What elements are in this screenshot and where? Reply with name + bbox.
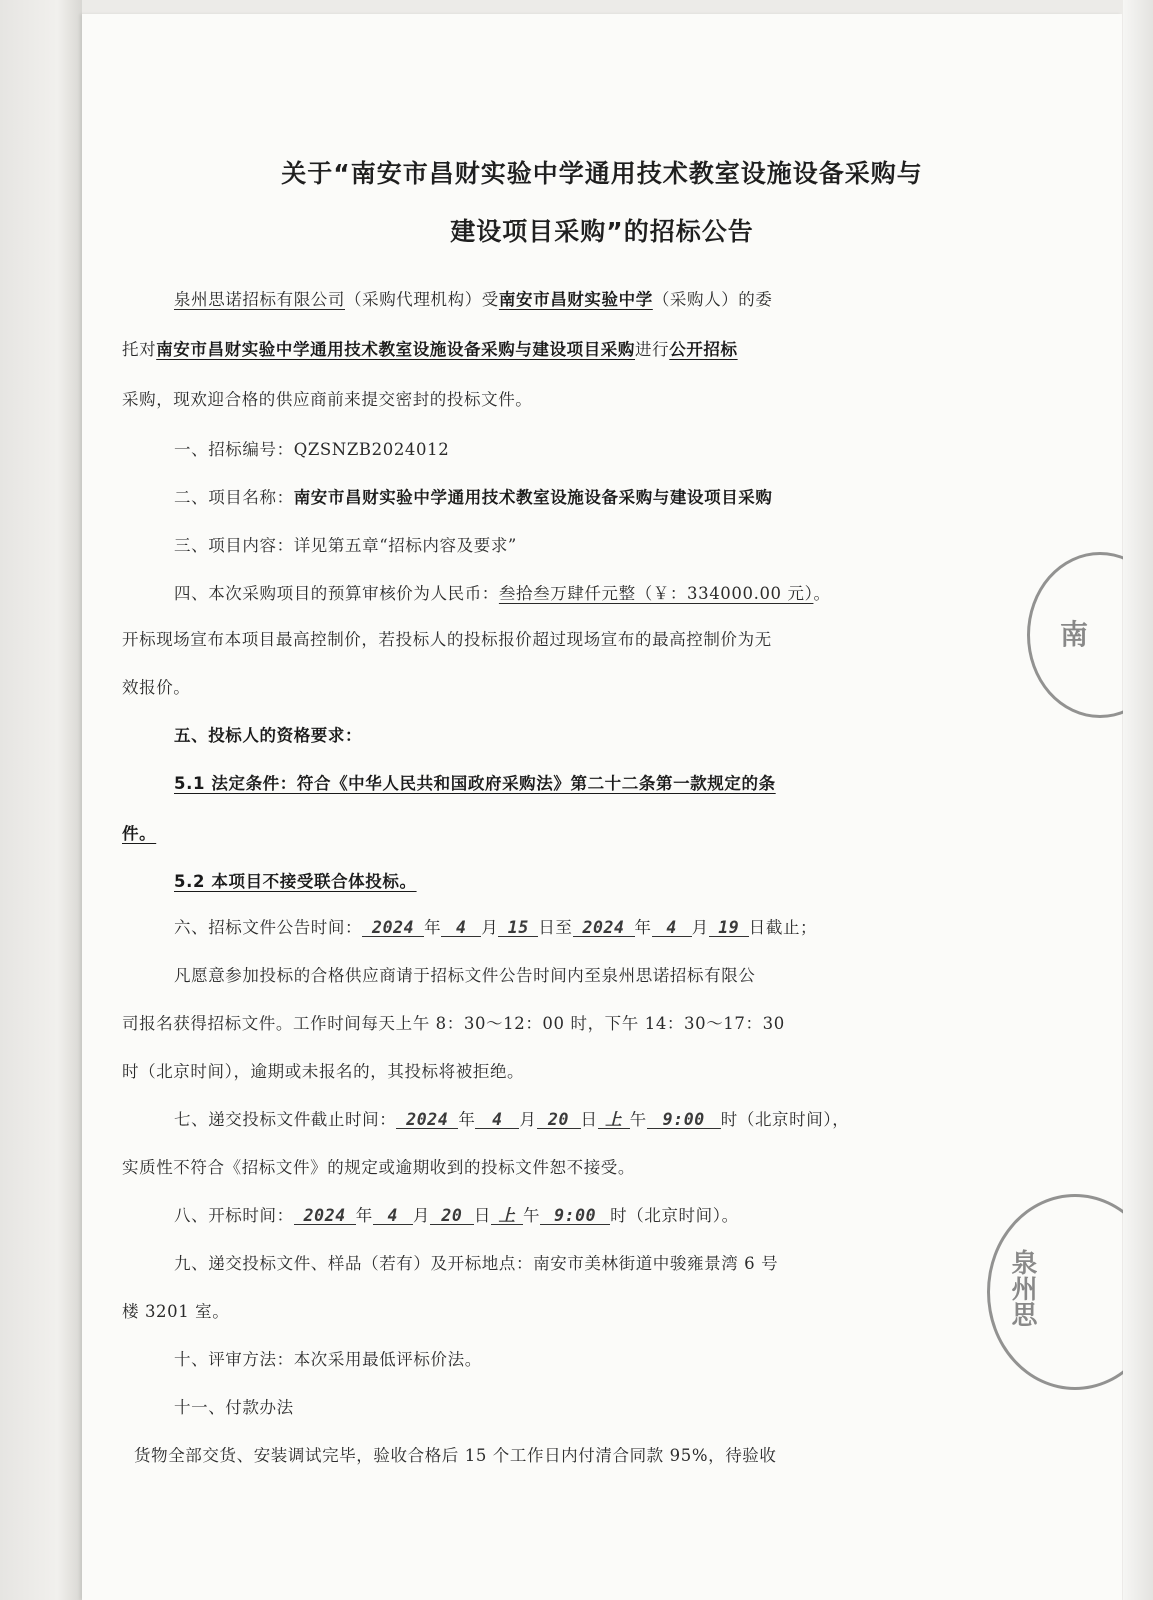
tender-number: QZSNZB2024012 xyxy=(293,440,450,459)
section-5-heading: 五、投标人的资格要求： xyxy=(174,726,363,745)
unit: 月 xyxy=(519,1110,537,1129)
unit: 午 xyxy=(523,1206,541,1225)
handwritten-year: 2024 xyxy=(294,1207,356,1225)
handwritten-day: 20 xyxy=(430,1207,474,1225)
budget-value: 叁拾叁万肆仟元整（￥：334000.00 元） xyxy=(498,584,814,603)
intro-line-2 xyxy=(122,336,738,360)
label: 四、本次采购项目的预算审核价为人民币： xyxy=(174,584,499,603)
buyer-name: 南安市昌财实验中学 xyxy=(498,290,653,309)
agent-name: 泉州思诺招标有限公司 xyxy=(174,290,345,309)
intro-text: （采购代理机构）受 xyxy=(345,290,499,309)
seal-text: 泉州思 xyxy=(1007,1249,1037,1327)
handwritten-month: 4 xyxy=(475,1111,519,1129)
project-name-value: 南安市昌财实验中学通用技术教室设施设备采购与建设项目采购 xyxy=(293,488,773,507)
unit: 时（北京时间）， xyxy=(720,1110,850,1129)
section-6-line-1 xyxy=(174,914,817,938)
section-7-line-1 xyxy=(174,1106,849,1130)
label: 一、招标编号： xyxy=(174,440,294,459)
title-line-1: 关于“南安市昌财实验中学通用技术教室设施设备采购与 xyxy=(281,159,923,188)
section-2 xyxy=(174,484,773,508)
section-6-line-3: 司报名获得招标文件。工作时间每天上午 8：30～12：00 时，下午 14：30～17：30 xyxy=(122,1014,785,1033)
unit: 年 xyxy=(355,1206,373,1225)
procurement-method: 公开招标 xyxy=(669,340,738,359)
section-3: 三、项目内容：详见第五章“招标内容及要求” xyxy=(174,536,517,555)
handwritten-month: 4 xyxy=(441,919,481,937)
seal-text: 南 xyxy=(1060,618,1089,651)
handwritten-month: 4 xyxy=(652,919,692,937)
unit: 年 xyxy=(458,1110,476,1129)
intro-line-1 xyxy=(174,286,773,310)
requirement-5-2: 5.2 本项目不接受联合体投标。 xyxy=(174,872,417,891)
unit: 日 xyxy=(580,1110,598,1129)
handwritten-year: 2024 xyxy=(573,919,635,937)
unit: 日截止； xyxy=(748,918,818,937)
label: 六、招标文件公告时间： xyxy=(174,918,363,937)
title-line-2: 建设项目采购”的招标公告 xyxy=(450,217,754,246)
section-11-heading: 十一、付款办法 xyxy=(174,1398,294,1417)
unit: 日 xyxy=(473,1206,492,1225)
unit: 月 xyxy=(481,918,499,937)
section-8 xyxy=(174,1202,739,1226)
section-11-line-1: 货物全部交货、安装调试完毕，验收合格后 15 个工作日内付清合同款 95%，待验收 xyxy=(134,1446,777,1465)
unit: 年 xyxy=(424,918,442,937)
binding-margin xyxy=(0,0,82,1600)
handwritten-time: 9:00 xyxy=(540,1207,610,1225)
intro-text: 进行 xyxy=(635,340,670,359)
section-9-line-2: 楼 3201 室。 xyxy=(122,1302,230,1321)
unit: 午 xyxy=(629,1110,647,1129)
section-4-line-2: 开标现场宣布本项目最高控制价，若投标人的投标报价超过现场宣布的最高控制价为无 xyxy=(122,630,772,649)
handwritten-day: 19 xyxy=(709,919,749,937)
handwritten-day: 15 xyxy=(498,919,538,937)
unit: 月 xyxy=(691,918,709,937)
unit: 年 xyxy=(634,918,652,937)
handwritten-day: 20 xyxy=(537,1111,581,1129)
document-page xyxy=(82,14,1122,1600)
intro-text: （采购人）的委 xyxy=(652,290,773,309)
handwritten-time: 9:00 xyxy=(647,1111,721,1129)
requirement-5-1-cont: 件。 xyxy=(122,824,157,843)
unit: 月 xyxy=(412,1206,430,1225)
section-9-line-1: 九、递交投标文件、样品（若有）及开标地点：南安市美林街道中骏雍景湾 6 号 xyxy=(174,1254,779,1273)
project-name: 南安市昌财实验中学通用技术教室设施设备采购与建设项目采购 xyxy=(156,340,636,359)
section-4-line-3: 效报价。 xyxy=(122,678,191,697)
section-7-line-2: 实质性不符合《招标文件》的规定或逾期收到的投标文件恕不接受。 xyxy=(122,1158,635,1177)
unit: 时（北京时间）。 xyxy=(610,1206,739,1225)
section-4-line-1 xyxy=(174,580,831,604)
unit: 日至 xyxy=(538,918,573,937)
handwritten-month: 4 xyxy=(373,1207,413,1225)
section-10: 十、评审方法：本次采用最低评标价法。 xyxy=(174,1350,482,1369)
section-1 xyxy=(174,436,449,460)
section-6-line-2: 凡愿意参加投标的合格供应商请于招标文件公告时间内至泉州思诺招标有限公 xyxy=(174,966,756,985)
handwritten-ampm: 上 xyxy=(598,1111,630,1129)
page-edge xyxy=(1123,0,1153,1600)
label: 二、项目名称： xyxy=(174,488,294,507)
handwritten-ampm: 上 xyxy=(491,1207,523,1225)
handwritten-year: 2024 xyxy=(396,1111,458,1129)
punct: 。 xyxy=(813,584,831,603)
label: 七、递交投标文件截止时间： xyxy=(174,1110,397,1129)
handwritten-year: 2024 xyxy=(362,919,424,937)
requirement-5-1: 5.1 法定条件：符合《中华人民共和国政府采购法》第二十二条第一款规定的条 xyxy=(174,774,776,793)
intro-line-3: 采购，现欢迎合格的供应商前来提交密封的投标文件。 xyxy=(122,390,533,409)
label: 八、开标时间： xyxy=(174,1206,294,1225)
section-6-line-4: 时（北京时间），逾期或未报名的，其投标将被拒绝。 xyxy=(122,1062,525,1081)
intro-text: 托对 xyxy=(122,340,157,359)
